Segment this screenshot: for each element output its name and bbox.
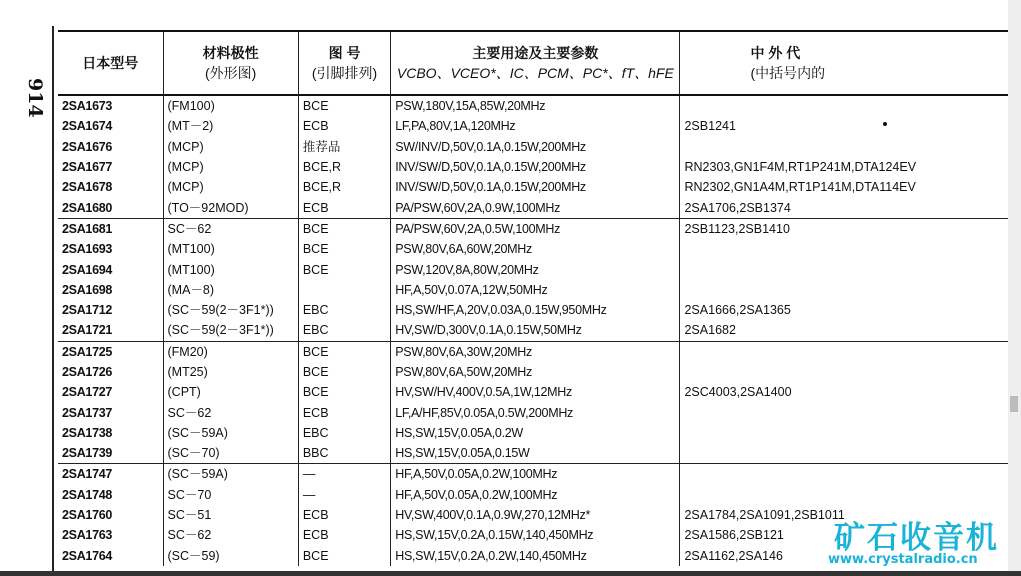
cell-params: LF,A/HF,85V,0.05A,0.5W,200MHz [391,402,680,422]
cell-pins: BCE [298,382,390,402]
cell-params: PSW,80V,6A,60W,20MHz [391,239,680,259]
cell-material: (FM100) [163,95,298,116]
table-row [58,197,1021,218]
cell-params: PSW,180V,15A,85W,20MHz [391,95,680,116]
cell-pins: EBC [298,320,390,341]
cell-equivalents [680,259,1021,279]
cell-params: HV,SW/D,300V,0.1A,0.15W,50MHz [391,320,680,341]
table-row [58,157,1021,177]
cell-equivalents: 2SA1586,2SB121 [680,525,1021,545]
cell-material: (TO－92MOD) [163,197,298,218]
table-row [58,341,1021,362]
cell-equivalents: RN2302,GN1A4M,RT1P141M,DTA114EV [680,177,1021,197]
page-number: 914 [24,78,46,118]
table-row [58,116,1021,136]
table-header-row [58,31,1021,95]
cell-model: 2SA1712 [62,303,113,318]
cell-equivalents: RN2303,GN1F4M,RT1P241M,DTA124EV [680,157,1021,177]
cell-material: (MT－2) [163,116,298,136]
table-row [58,320,1021,341]
cell-pins: BCE [298,218,390,239]
cell-pins: EBC [298,300,390,320]
table-row [58,137,1021,157]
site-watermark [828,512,1018,572]
cell-equivalents: 2SC4003,2SA1400 [680,382,1021,402]
scrollbar-thumb[interactable] [1010,396,1018,412]
cell-pins: — [298,464,390,485]
cell-equivalents: 2SA1666,2SA1365 [680,300,1021,320]
table-row [58,239,1021,259]
cell-pins: BCE [298,259,390,279]
header-params: 主要用途及主要参数 VCBO、VCEO*、IC、PCM、PC*、fT、hFE [391,31,680,95]
cell-params: HF,A,50V,0.05A,0.2W,100MHz [391,464,680,485]
cell-params: INV/SW/D,50V,0.1A,0.15W,200MHz [391,177,680,197]
cell-material: (MT100) [163,239,298,259]
cell-material: (MCP) [163,157,298,177]
cell-params: HS,SW,15V,0.05A,0.2W [391,423,680,443]
watermark-chinese: 矿石收音机 [834,520,999,556]
cell-model: 2SA1681 [62,221,113,236]
cell-model: 2SA1674 [62,119,113,134]
cell-equivalents: 2SA1682 [680,320,1021,341]
cell-params: HF,A,50V,0.05A,0.2W,100MHz [391,485,680,505]
cell-params: PSW,120V,8A,80W,20MHz [391,259,680,279]
cell-params: PSW,80V,6A,50W,20MHz [391,362,680,382]
cell-model: 2SA1738 [62,425,113,440]
cell-params: HS,SW,15V,0.2A,0.2W,140,450MHz [391,546,680,566]
cell-model: 2SA1677 [62,160,113,175]
cell-model: 2SA1693 [62,242,113,257]
cell-model: 2SA1764 [62,548,113,563]
cell-model: 2SA1747 [62,467,113,482]
vertical-scrollbar[interactable] [1008,0,1021,576]
cell-params: PA/PSW,60V,2A,0.5W,100MHz [391,218,680,239]
cell-pins [298,280,390,300]
cell-equivalents [680,464,1021,485]
cell-material: (SC－59(2－3F1*)) [163,300,298,320]
cell-pins: ECB [298,505,390,525]
cell-material: SC－62 [163,218,298,239]
cell-equivalents [680,239,1021,259]
watermark-url: www.crystalradio.cn [828,552,978,567]
cell-equivalents: 2SA1784,2SA1091,2SB1011 [680,505,1021,525]
cell-model: 2SA1763 [62,528,113,543]
cell-material: (SC－59A) [163,423,298,443]
cell-material: (SC－59A) [163,464,298,485]
cell-model: 2SA1727 [62,385,113,400]
cell-material: (CPT) [163,382,298,402]
cell-material: (MA－8) [163,280,298,300]
cell-pins: BCE [298,239,390,259]
cell-material: (SC－70) [163,443,298,464]
cell-params: HS,SW,15V,0.2A,0.15W,140,450MHz [391,525,680,545]
table-row [58,280,1021,300]
cell-pins: ECB [298,197,390,218]
cell-model: 2SA1676 [62,139,113,154]
cell-params: HV,SW,400V,0.1A,0.9W,270,12MHz* [391,505,680,525]
cell-equivalents [680,280,1021,300]
cell-material: (MCP) [163,137,298,157]
status-strip [0,571,1021,576]
cell-params: LF,PA,80V,1A,120MHz [391,116,680,136]
cell-equivalents [680,137,1021,157]
cell-pins: BBC [298,443,390,464]
transistor-table [58,30,1021,566]
cell-params: HS,SW,15V,0.05A,0.15W [391,443,680,464]
cell-material: (FM20) [163,341,298,362]
cell-model: 2SA1673 [62,99,113,114]
cell-equivalents [680,423,1021,443]
table-row [58,443,1021,464]
table-row [58,382,1021,402]
cell-pins: BCE [298,95,390,116]
header-figure: 图 号 (引脚排列) [298,31,390,95]
cell-equivalents [680,443,1021,464]
page-spine-rule [52,26,54,574]
cell-pins: BCE [298,546,390,566]
cell-model: 2SA1721 [58,320,163,341]
cell-params: INV/SW/D,50V,0.1A,0.15W,200MHz [391,157,680,177]
cell-material: SC－62 [163,525,298,545]
table-row [58,362,1021,382]
table-row [58,423,1021,443]
cell-material: SC－70 [163,485,298,505]
cell-equivalents [680,485,1021,505]
cell-material: (MT25) [163,362,298,382]
cell-equivalents: 2SA1706,2SB1374 [680,197,1021,218]
table-row [58,95,1021,116]
cell-pins: — [298,485,390,505]
cell-pins: ECB [298,402,390,422]
cell-model: 2SA1748 [62,487,113,502]
table-row [58,218,1021,239]
cell-equivalents [680,402,1021,422]
cell-model: 2SA1726 [62,365,113,379]
cell-params: HF,A,50V,0.07A,12W,50MHz [391,280,680,300]
cell-pins: BCE,R [298,157,390,177]
cell-pins: 推荐品 [298,137,390,157]
table-row [58,485,1021,505]
cell-pins: ECB [298,525,390,545]
cell-model: 2SA1694 [62,262,113,277]
cell-equivalents [680,341,1021,362]
cell-pins: EBC [298,423,390,443]
cell-params: HV,SW/HV,400V,0.5A,1W,12MHz [391,382,680,402]
table-row [58,464,1021,485]
cell-equivalents [680,95,1021,116]
table-body [58,95,1021,566]
header-model: 日本型号 [58,31,163,95]
cell-model: 2SA1698 [62,282,113,297]
cell-material: (MT100) [163,259,298,279]
cell-pins: BCE,R [298,177,390,197]
cell-model: 2SA1760 [62,508,113,523]
cell-equivalents: 2SB1241 [680,116,1021,136]
cell-material: SC－62 [163,402,298,422]
cell-model: 2SA1678 [62,180,113,195]
cell-equivalents [680,362,1021,382]
cell-model: 2SA1739 [58,443,163,464]
cell-model: 2SA1737 [62,405,113,420]
cell-pins: BCE [298,362,390,382]
cell-material: (SC－59) [163,546,298,566]
cell-params: HS,SW/HF,A,20V,0.03A,0.15W,950MHz [391,300,680,320]
cell-pins: ECB [298,116,390,136]
cell-params: PSW,80V,6A,30W,20MHz [391,341,680,362]
cell-material: (SC－59(2－3F1*)) [163,320,298,341]
cell-equivalents: 2SA1162,2SA146 [680,546,1021,566]
header-material: 材料极性 (外形图) [163,31,298,95]
cell-pins: BCE [298,341,390,362]
cell-equivalents: 2SB1123,2SB1410 [680,218,1021,239]
table-row [58,259,1021,279]
table-row [58,300,1021,320]
cell-material: SC－51 [163,505,298,525]
cell-params: SW/INV/D,50V,0.1A,0.15W,200MHz [391,137,680,157]
table-row [58,177,1021,197]
cell-model: 2SA1680 [58,197,163,218]
cell-material: (MCP) [163,177,298,197]
cell-params: PA/PSW,60V,2A,0.9W,100MHz [391,197,680,218]
table-row [58,402,1021,422]
header-equivalents: 中 外 代 (中括号内的 [680,31,1021,95]
cell-model: 2SA1725 [62,344,113,359]
